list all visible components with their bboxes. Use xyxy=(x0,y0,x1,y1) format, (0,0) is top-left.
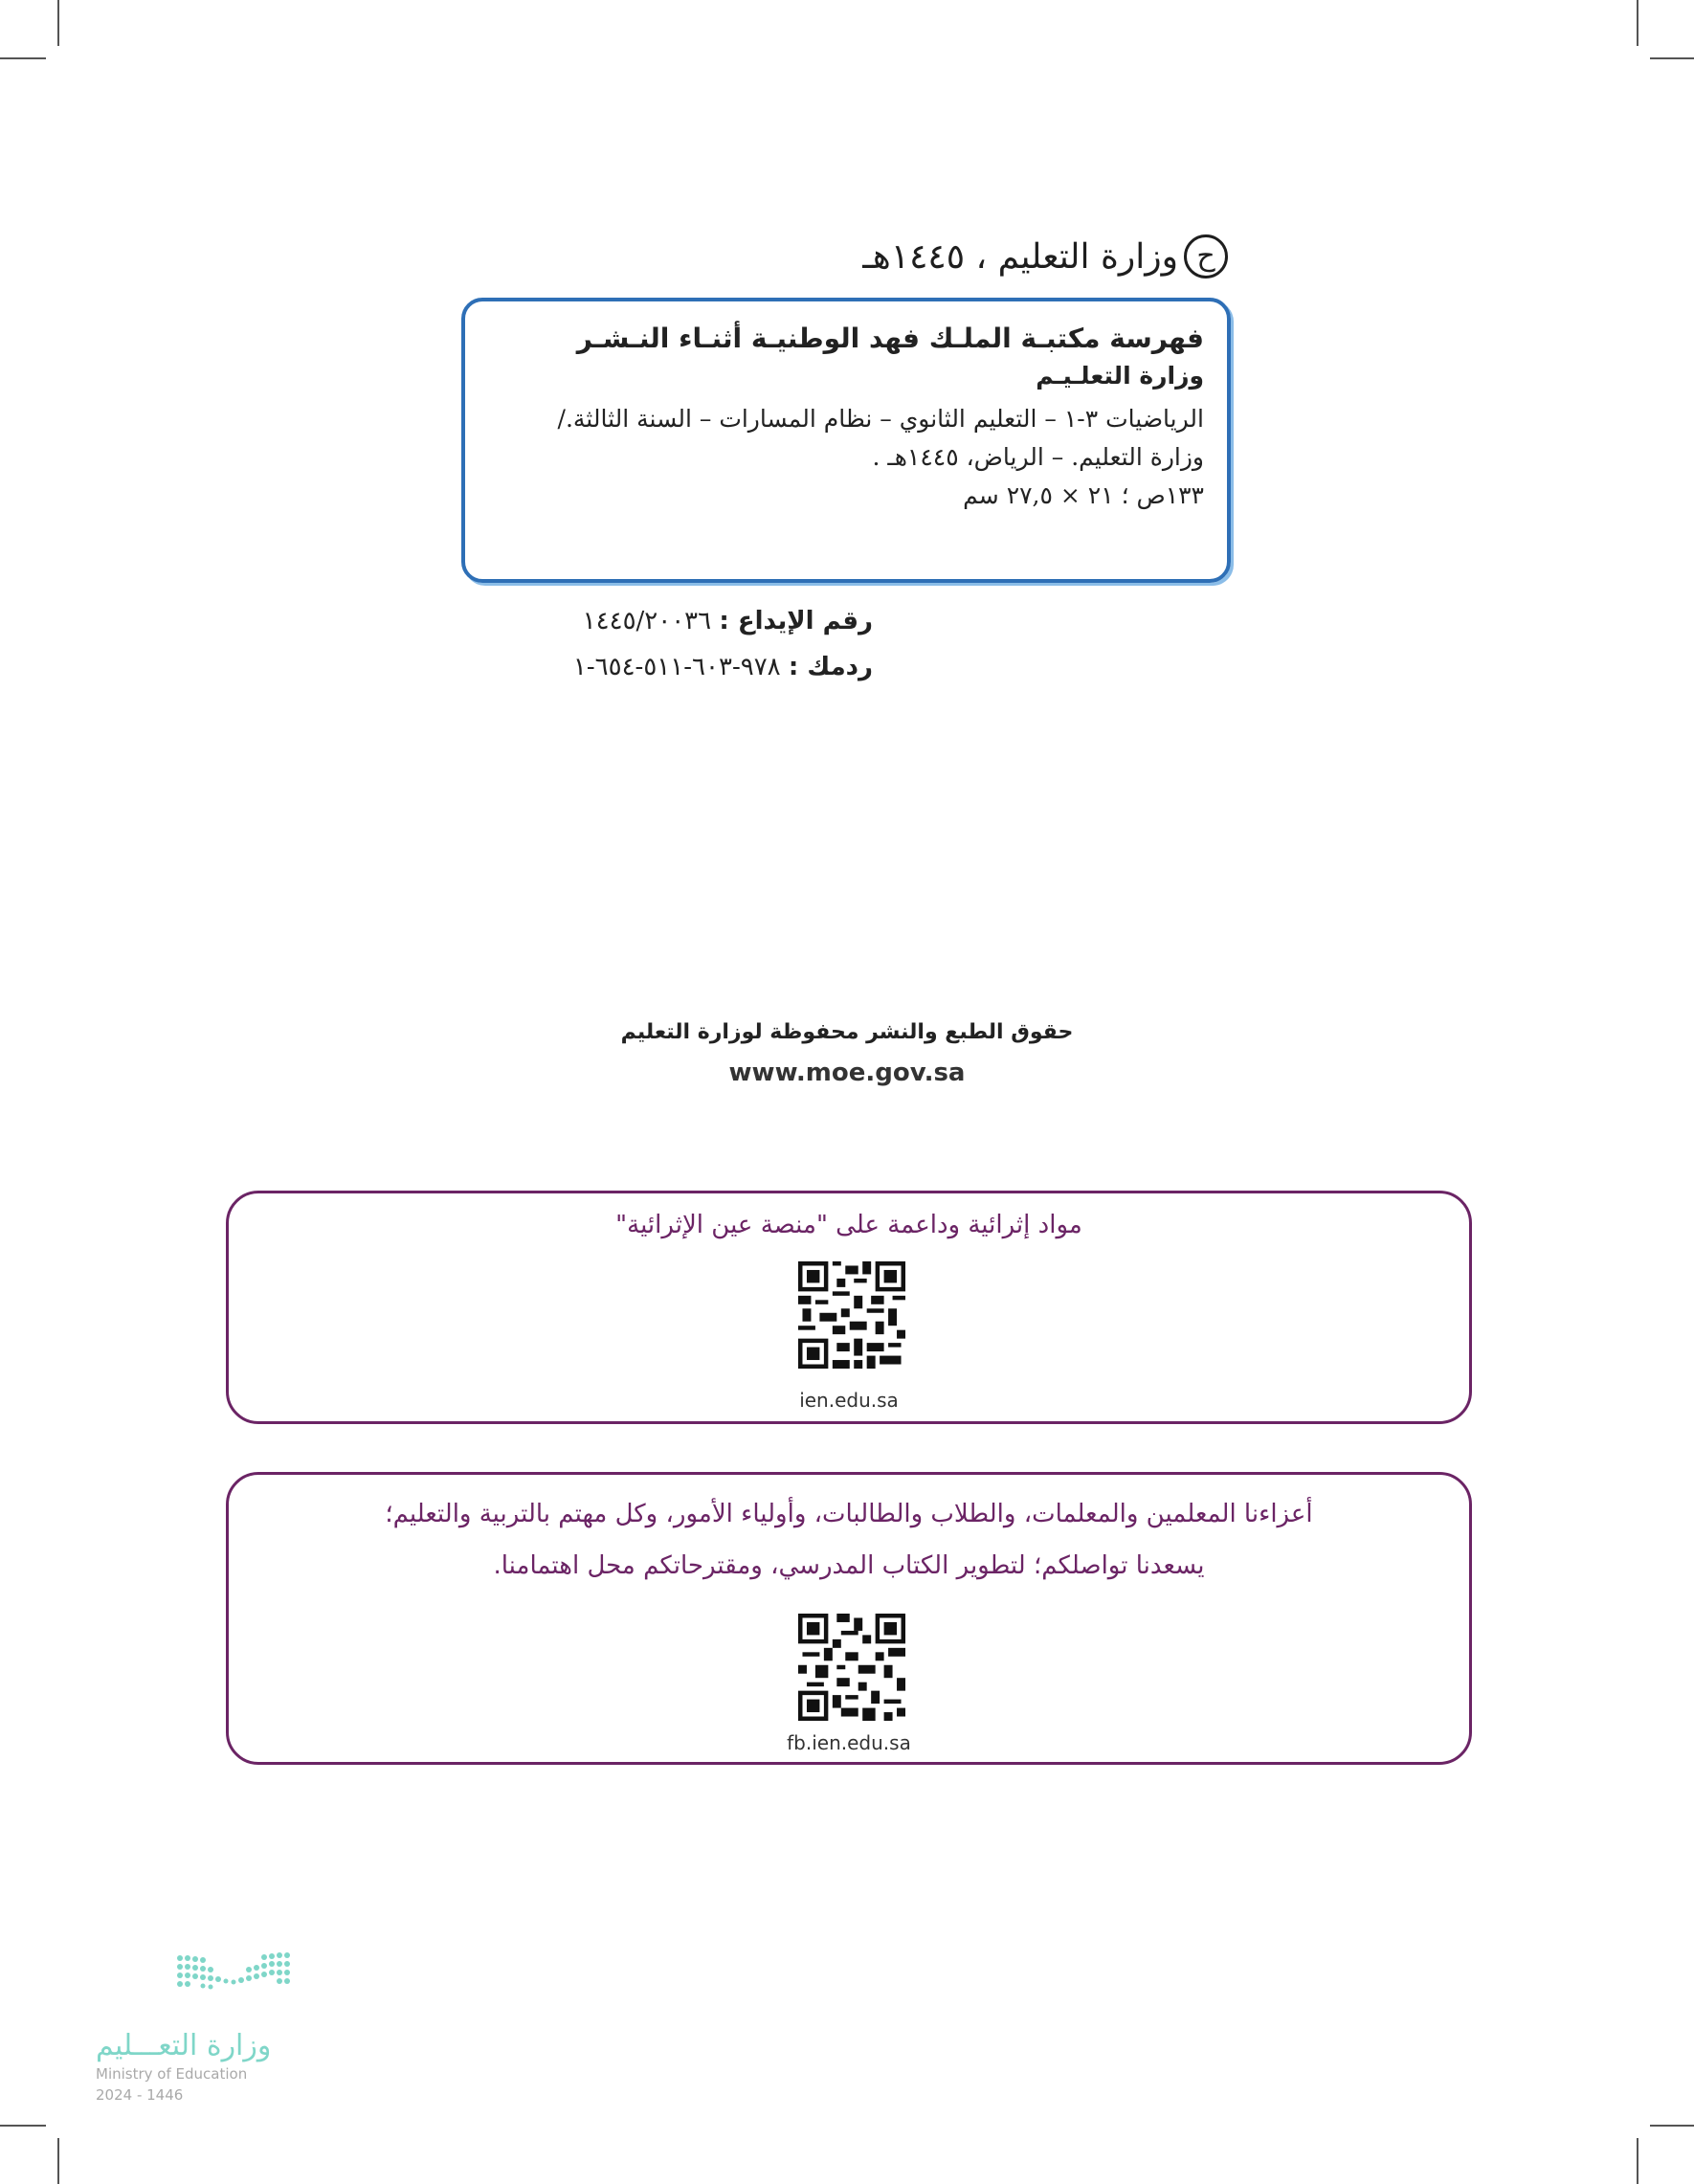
catalog-title: فهرسة مكتبـة الملـك فهد الوطنيـة أثنـاء النـشـر xyxy=(576,323,1204,354)
crop-mark xyxy=(1650,57,1694,59)
deposit-number-row xyxy=(573,607,873,635)
copyright-text: وزارة التعليم ، ١٤٤٥هـ xyxy=(862,236,1178,277)
enrichment-box xyxy=(226,1191,1472,1424)
logo-year: 2024 - 1446 xyxy=(96,2086,184,2104)
crop-mark xyxy=(57,2138,59,2184)
enrichment-text: مواد إثرائية وداعمة على "منصة عين الإثرائية" xyxy=(615,1211,1082,1239)
cataloging-box xyxy=(461,298,1231,583)
legal-info xyxy=(573,607,873,699)
ministry-logo-dots-icon xyxy=(96,1952,345,2019)
rights-statement: حقوق الطبع والنشر محفوظة لوزارة التعليم xyxy=(620,1020,1074,1044)
feedback-text-line2: يسعدنا تواصلكم؛ لتطوير الكتاب المدرسي، ومقترحاتكم محل اهتمامنا. xyxy=(493,1551,1205,1580)
website-link[interactable]: www.moe.gov.sa xyxy=(728,1059,966,1087)
logo-arabic-name: وزارة التعـــليم xyxy=(96,2029,272,2062)
feedback-box xyxy=(226,1472,1472,1765)
crop-mark xyxy=(1650,2125,1694,2127)
copyright-line xyxy=(862,234,1228,279)
catalog-line: ١٣٣ص ؛ ٢١ × ٢٧,٥ سم xyxy=(963,481,1204,509)
isbn-value: ٩٧٨-٦٠٣-٥١١-٦٥٤-١ xyxy=(572,653,781,681)
deposit-value: ١٤٤٥/٢٠٠٣٦ xyxy=(582,607,712,635)
catalog-author: وزارة التعلـيـم xyxy=(1036,362,1204,390)
qr-caption[interactable]: ien.edu.sa xyxy=(799,1389,899,1412)
feedback-text-line1: أعزاءنا المعلمين والمعلمات، والطلاب والطالبات، وأولياء الأمور، وكل مهتم بالتربية والتعليم؛ xyxy=(385,1500,1313,1528)
isbn-label: ردمك : xyxy=(788,653,873,681)
crop-mark xyxy=(0,57,46,59)
crop-mark xyxy=(1637,0,1638,46)
copyright-circle-icon: ح xyxy=(1184,234,1228,279)
catalog-line: الرياضيات ٣-١ – التعليم الثانوي – نظام المسارات – السنة الثالثة./ xyxy=(557,405,1204,433)
crop-mark xyxy=(1637,2138,1638,2184)
qr-code-icon[interactable] xyxy=(798,1261,905,1369)
crop-mark xyxy=(0,2125,46,2127)
deposit-label: رقم الإيداع : xyxy=(719,607,873,635)
crop-mark xyxy=(57,0,59,46)
isbn-row xyxy=(573,653,873,681)
qr-code-icon[interactable] xyxy=(798,1614,905,1721)
qr-caption[interactable]: fb.ien.edu.sa xyxy=(787,1731,911,1754)
catalog-line: وزارة التعليم. – الرياض، ١٤٤٥هـ . xyxy=(872,443,1204,471)
logo-english-name: Ministry of Education xyxy=(96,2065,248,2083)
ministry-logo xyxy=(96,1952,345,2104)
